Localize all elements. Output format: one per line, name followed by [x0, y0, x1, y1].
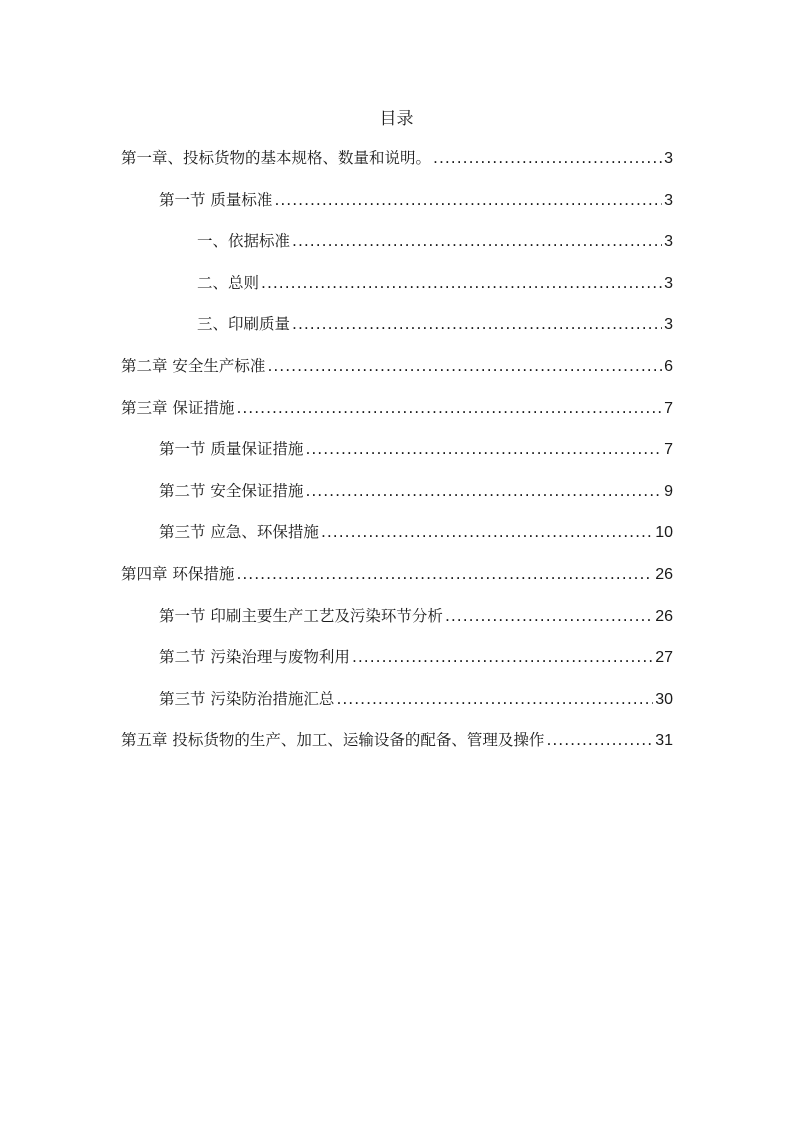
toc-entry-page: 3 — [664, 274, 673, 292]
dot-leader — [305, 482, 662, 500]
toc-entry-label: 二、总则 — [197, 273, 260, 292]
dot-leader — [336, 690, 653, 708]
toc-entry-label: 第五章 投标货物的生产、加工、运输设备的配备、管理及操作 — [121, 731, 545, 750]
toc-entry-page: 10 — [655, 524, 673, 542]
toc-entry-page: 9 — [664, 482, 673, 500]
dot-leader — [292, 232, 662, 250]
toc-entry[interactable] — [121, 645, 673, 687]
dot-leader — [236, 565, 653, 583]
toc-entry-label: 三、印刷质量 — [197, 315, 291, 334]
toc-entry-page: 26 — [655, 565, 673, 583]
toc-entry-label: 第二章 安全生产标准 — [121, 356, 266, 375]
toc-entry-label: 第三节 污染防治措施汇总 — [159, 689, 335, 708]
toc-entry[interactable] — [121, 520, 673, 562]
toc-entry-label: 第二节 污染治理与废物利用 — [159, 648, 350, 667]
dot-leader — [321, 523, 653, 541]
dot-leader — [445, 607, 653, 625]
toc-entry[interactable] — [121, 687, 673, 729]
dot-leader — [352, 648, 653, 666]
toc-entry-page: 3 — [664, 233, 673, 251]
toc-entry-page: 3 — [664, 191, 673, 209]
toc-entry[interactable] — [121, 146, 673, 188]
toc-entry-page: 31 — [655, 732, 673, 750]
toc-entry-page: 7 — [664, 399, 673, 417]
toc-entry-label: 第四章 环保措施 — [121, 564, 235, 583]
toc-entry[interactable] — [121, 604, 673, 646]
toc-entry-page: 30 — [655, 690, 673, 708]
toc-entry-label: 一、依据标准 — [197, 232, 291, 251]
toc-entry-page: 27 — [655, 649, 673, 667]
dot-leader — [546, 731, 653, 749]
toc-entry[interactable] — [121, 728, 673, 770]
dot-leader — [305, 440, 662, 458]
toc-entry-page: 7 — [664, 441, 673, 459]
dot-leader — [292, 315, 662, 333]
toc-entry-label: 第一章、投标货物的基本规格、数量和说明。 — [121, 149, 432, 167]
dot-leader — [236, 399, 662, 417]
toc-entry[interactable] — [121, 188, 673, 230]
toc-entry[interactable] — [121, 479, 673, 521]
toc-entry[interactable] — [121, 396, 673, 438]
toc-title: 目录 — [379, 109, 414, 129]
toc-entry[interactable] — [121, 562, 673, 604]
toc-entry-label: 第三章 保证措施 — [121, 398, 235, 417]
toc-entry-page: 3 — [664, 150, 673, 167]
toc-entry[interactable] — [121, 229, 673, 271]
toc-entry[interactable] — [121, 271, 673, 313]
toc-entry-page: 3 — [664, 316, 673, 334]
toc-entry-page: 6 — [664, 357, 673, 375]
toc-entry-label: 第三节 应急、环保措施 — [159, 523, 319, 542]
toc-entry-page: 26 — [655, 607, 673, 625]
dot-leader — [433, 149, 662, 167]
dot-leader — [267, 357, 662, 375]
dot-leader — [274, 191, 662, 209]
table-of-contents — [121, 146, 673, 770]
toc-entry[interactable] — [121, 354, 673, 396]
dot-leader — [261, 274, 662, 292]
toc-entry-label: 第一节 印刷主要生产工艺及污染环节分析 — [159, 606, 443, 625]
toc-entry-label: 第二节 安全保证措施 — [159, 481, 304, 500]
toc-entry-label: 第一节 质量标准 — [159, 190, 273, 209]
toc-entry[interactable] — [121, 437, 673, 479]
toc-entry-label: 第一节 质量保证措施 — [159, 440, 304, 459]
toc-entry[interactable] — [121, 312, 673, 354]
